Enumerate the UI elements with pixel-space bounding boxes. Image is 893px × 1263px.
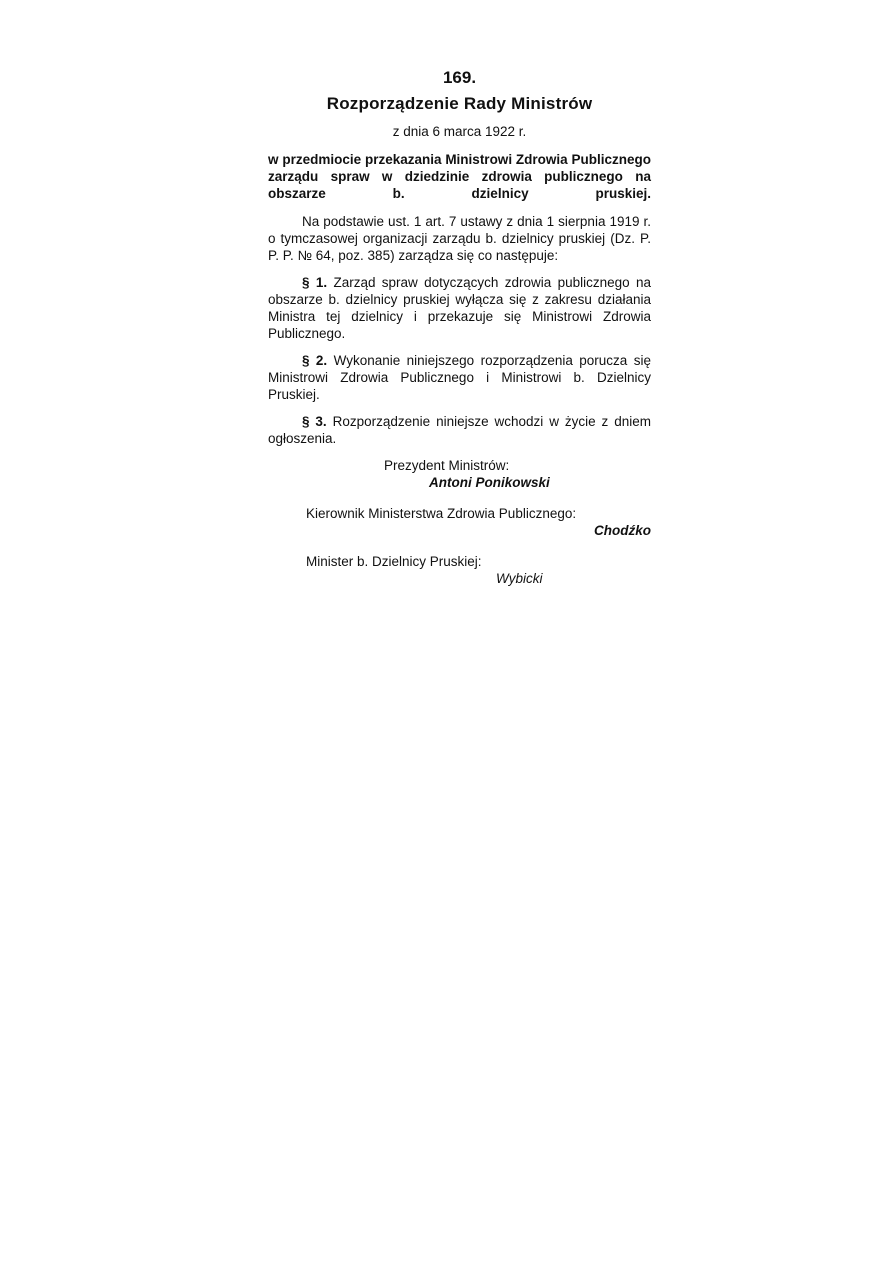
document-title: Rozporządzenie Rady Ministrów <box>326 94 593 113</box>
signature-block <box>268 457 651 587</box>
preamble-paragraph: Na podstawie ust. 1 art. 7 ustawy z dnia 1 sierpnia 1919 r. o tymczasowej organizacji zarządu b. dzielnicy pruskiej (Dz. P. P. P. № 64, poz. 385) zarządza się co następuje: <box>268 214 651 263</box>
section-label: § 1. <box>302 275 328 290</box>
section-text: Wykonanie niniejszego rozporządzenia porucza się Ministrowi Zdrowia Publicznego i Ministrowi b. Dzielnicy Pruskiej. <box>268 353 651 402</box>
section-paragraph <box>268 274 651 342</box>
signatory-title: Minister b. Dzielnicy Pruskiej: <box>306 554 482 569</box>
signatory-name: Wybicki <box>496 571 543 586</box>
section-label: § 2. <box>302 353 328 368</box>
signatory-title: Kierownik Ministerstwa Zdrowia Publicznego: <box>306 506 577 521</box>
document-subject: w przedmiocie przekazania Ministrowi Zdrowia Publicznego zarządu spraw w dziedzinie zdrowia publicznego na obszarze b. dzielnicy pruskiej. <box>268 152 651 201</box>
signatory-name: Antoni Ponikowski <box>429 475 550 490</box>
act-number: 169. <box>442 68 477 87</box>
section-paragraph <box>268 413 651 447</box>
section-text: Zarząd spraw dotyczących zdrowia publicznego na obszarze b. dzielnicy pruskiej wyłącza się z zakresu działania Ministra tej dzielnicy i przekazuje się Ministrowi Zdrowia Publicznego. <box>268 275 651 341</box>
document-date: z dnia 6 marca 1922 r. <box>392 124 527 139</box>
section-text: Rozporządzenie niniejsze wchodzi w życie z dniem ogłoszenia. <box>268 414 651 446</box>
document-page <box>268 68 651 587</box>
signatory-name: Chodźko <box>594 523 651 538</box>
section-label: § 3. <box>302 414 327 429</box>
signatory-title: Prezydent Ministrów: <box>384 458 510 473</box>
section-paragraph <box>268 352 651 403</box>
